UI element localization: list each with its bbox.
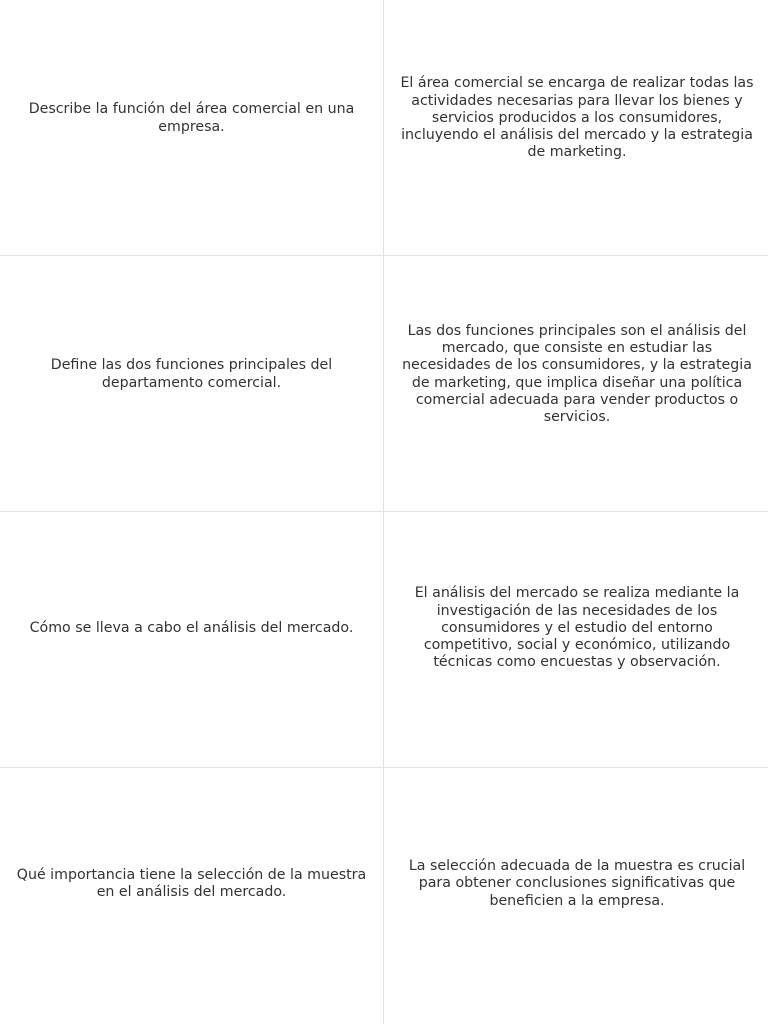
flashcard-answer-cell [384, 256, 768, 512]
flashcard-answer-cell [384, 0, 768, 256]
flashcard-question-cell [0, 512, 384, 768]
flashcard-question-cell [0, 0, 384, 256]
flashcard-question: Define las dos funciones principales del departamento comercial. [50, 357, 333, 391]
flashcard-answer: Las dos funciones principales son el análisis del mercado, que consiste en estudiar las necesidades de los consumidores, y la estrategia de marketing, que implica diseñar una política comercial adecuada para vender productos o servicios. [402, 322, 752, 425]
flashcard-question-cell [0, 768, 384, 1024]
flashcard-answer: El área comercial se encarga de realizar todas las actividades necesarias para llevar los bienes y servicios producidos a los consumidores, incluyendo el análisis del mercado y la estrategia de marketing. [400, 75, 754, 161]
flashcard-question: Cómo se lleva a cabo el análisis del mercado. [29, 619, 354, 636]
flashcard-answer-cell [384, 768, 768, 1024]
flashcard-question-cell [0, 256, 384, 512]
flashcard-answer: El análisis del mercado se realiza mediante la investigación de las necesidades de los consumidores y el estudio del entorno competitivo, social y económico, utilizando técnicas como encuestas y observación. [414, 585, 740, 671]
flashcard-answer: La selección adecuada de la muestra es crucial para obtener conclusiones significativas que beneficien a la empresa. [408, 858, 746, 909]
flashcard-answer-cell [384, 512, 768, 768]
flashcard-question: Qué importancia tiene la selección de la muestra en el análisis del mercado. [16, 866, 367, 900]
flashcard-question: Describe la función del área comercial en una empresa. [28, 101, 355, 135]
